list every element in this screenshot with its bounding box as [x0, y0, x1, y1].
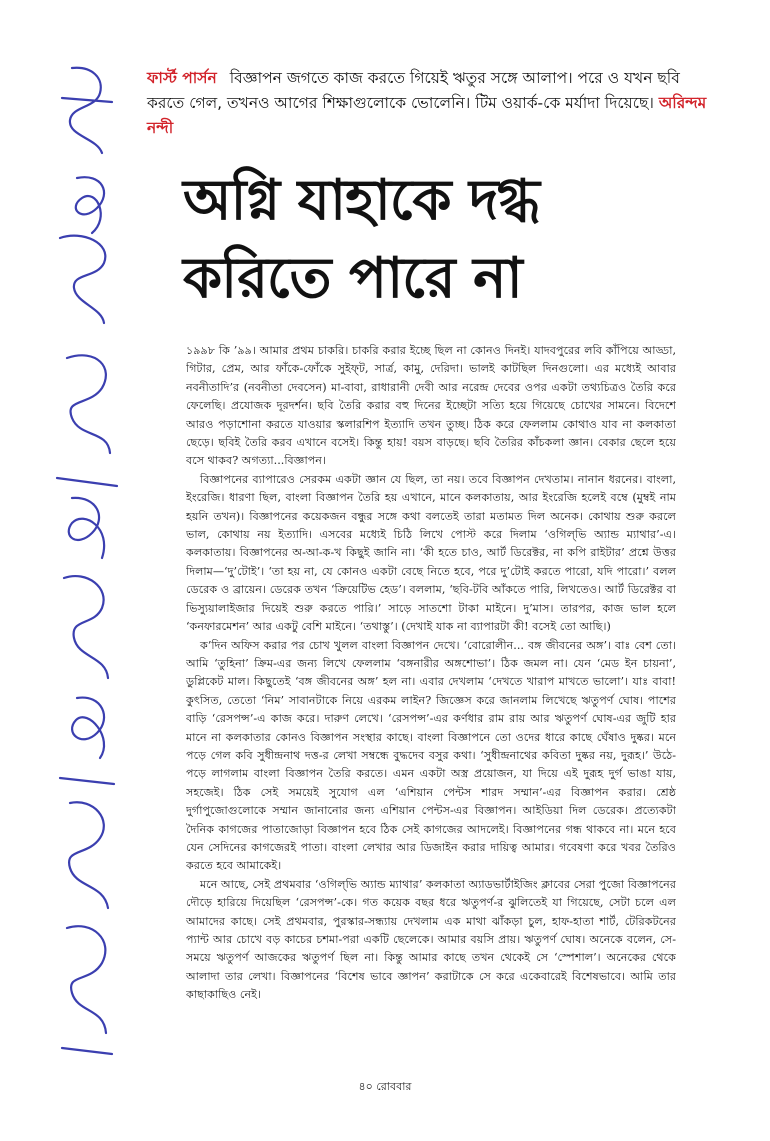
section-tag: ফার্স্ট পার্সন: [147, 69, 217, 87]
article-intro: [147, 66, 707, 141]
handwritten-signature: [42, 58, 142, 1068]
paragraph: বিজ্ঞাপনের ব্যাপারেও সেরকম একটা জ্ঞান যে ছিল, তা নয়। তবে বিজ্ঞাপন দেখতাম। নানান ধরনের। বাংলা, ইংরেজি। ধারণা ছিল, বাংলা বিজ্ঞাপন তৈরি হয় এখানে, মানে কলকাতায়, আর ইংরেজি হলেই বম্বে (মুম্বই নাম হয়নি তখন)। বিজ্ঞাপনের কয়েকজন বন্ধুর সঙ্গে কথা বলতেই তারা মতামত দিল অনেক। কোথায় শুরু করলে ভাল, কোথায় নয় ইত্যাদি। এসবের মধ্যেই চিঠি লিখে পোস্ট করে দিলাম ‘ওগিল্‌ভি অ্যান্ড ম্যাথার’-এ। কলকাতায়। বিজ্ঞাপনের অ-আ-ক-খ কিছুই জানি না। ‘কী হতে চাও, আর্ট ডিরেক্টর, না কপি রাইটার’ প্রশ্নে উত্তর দিলাম—‘দু’টোই’। ‘তা হয় না, যে কোনও একটা বেছে নিতে হবে, পরে দু’টোই করতে পারো, যদি পারো।’ বলল ডেরেক ও ব্রায়েন। ডেরেক তখন ‘ক্রিয়েটিভ হেড’। বললাম, ‘ছবি-টবি আঁকতে পারি, লিখতেও। আর্ট ডিরেক্টর বা ভিস্যুয়ালাইজার দিয়েই শুরু করতে পারি।’ সাড়ে সাতশো টাকা মাইনে। দু’মাস। তারপর, কাজ ভাল হলে ‘কনফারমেশন’ আর একটু বেশি মাইনে। ‘তথাস্তু’। (দেখাই যাক না ব্যাপারটা কী! বসেই তো আছি।): [186, 472, 676, 634]
article-body: [186, 342, 676, 1042]
signature-drawing: [42, 58, 142, 1068]
paragraph: ক’দিন অফিস করার পর চোখ খুলল বাংলা বিজ্ঞাপন দেখে। ‘বোরোলীন... বঙ্গ জীবনের অঙ্গ’। বাঃ বেশ তো। আমি ‘তুহিনা’ ক্রিম-এর জন্য লিখে ফেললাম ‘বঙ্গনারীর অঙ্গশোভা’। ঠিক জমল না। যেন ‘মেড ইন চায়না’, ডুপ্লিকেট মাল। কিছুতেই ‘বঙ্গ জীবনের অঙ্গ’ হল না। এবার দেখলাম ‘দেখতে খারাপ মাখতে ভালো’। যাঃ বাবা! কুৎসিত, তেতো ‘নিম’ সাবানটাকে নিয়ে এরকম লাইন? জিজ্ঞেস করে জানলাম লিখেছে ঋতুপর্ণ ঘোষ। পাশের বাড়ি ‘রেসপন্স’-এ কাজ করে। দারুণ লেখে। ‘রেসপন্স’-এর কর্ণধার রাম রায় আর ঋতুপর্ণ ঘোষ-এর জুটি হার মানে না কলকাতার কোনও বিজ্ঞাপন সংস্থার কাছে। বাংলা বিজ্ঞাপনে তো ওদের ধারে কাছে ঘেঁষাও দুষ্কর। মনে পড়ে গেল কবি সুধীন্দ্রনাথ দত্ত-র লেখা সম্বন্ধে বুদ্ধদেব বসুর কথা। ‘সুধীন্দ্রনাথের কবিতা দুষ্কর নয়, দুরূহ।’ উঠে-পড়ে লাগলাম বাংলা বিজ্ঞাপন তৈরি করতে। এমন একটা অস্ত্র প্রয়োজন, যা দিয়ে এই দুরূহ দুর্গ ভাঙা যায়, সহজেই। ঠিক সেই সময়েই সুযোগ এল ‘এশিয়ান পেন্টস শারদ সম্মান’-এর বিজ্ঞাপন করার। শ্রেষ্ঠ দুর্গাপুজোগুলোকে সম্মান জানানোর জন্য এশিয়ান পেন্টস-এর বিজ্ঞাপন। আইডিয়া দিল ডেরেক। প্রত্যেকটা দৈনিক কাগজের পাতাজোড়া বিজ্ঞাপন হবে ঠিক সেই কাগজের আদলেই। বিজ্ঞাপনের গন্ধ থাকবে না। মনে হবে যেন সেদিনের কাগজেরই পাতা। বাংলা লেখার আর ডিজাইন করার দায়িত্ব আমার। গবেষণা করে খবর তৈরিও করতে হবে আমাকেই।: [186, 638, 676, 873]
author-name: অরিন্দম নন্দী: [147, 94, 707, 137]
paragraph: মনে আছে, সেই প্রথমবার ‘ওগিল্‌ভি অ্যান্ড ম্যাথার’ কলকাতা অ্যাডভার্টাইজিং ক্লাবের সেরা পুজো বিজ্ঞাপনের দৌড়ে হারিয়ে দিয়েছিল ‘রেসপন্স’-কে। গত কয়েক বছর ধরে ঋতুপর্ণ-র ঝুলিতেই যা গিয়েছে, সেটা চলে এল আমাদের কাছে। সেই প্রথমবার, পুরস্কার-সন্ধ্যায় দেখলাম এক মাথা ঝাঁকড়া চুল, হাফ-হাতা শার্ট, টেরিকটনের প্যান্ট আর চোখে বড় কাচের চশমা-পরা একটি ছেলেকে। আমার বয়সি প্রায়। ঋতুপর্ণ ঘোষ। অনেকে বলেন, সে-সময়ে ঋতুপর্ণ আজকের ঋতুপর্ণ ছিল না। কিন্তু আমার কাছে তখন থেকেই সে ‘স্পেশাল’। অনেকের থেকে আলাদা তার লেখা। বিজ্ঞাপনের ‘বিশেষ ভাবে জ্ঞাপন’ করাটাকে সে করে একেবারেই বিশেষভাবে। আমি তার কাছাকাছিও নেই।: [186, 877, 676, 1002]
headline-line-1: অগ্নি যাহাকে দগ্ধ: [183, 168, 540, 233]
page-footer: ৪০ রোববার: [358, 1080, 412, 1093]
paragraph: ১৯৯৮ কি ’৯৯। আমার প্রথম চাকরি। চাকরি করার ইচ্ছে ছিল না কোনও দিনই। যাদবপুরের লবি কাঁপিয়ে আড্ডা, গিটার, প্রেম, আর ফাঁকে-ফোঁকে সুইফ্‌ট, সার্ত্র, কামু, দেরিদা। ভালই কাটছিল দিনগুলো। এর মধ্যেই আবার নবনীতাদি’র (নবনীতা দেবসেন) মা-বাবা, রাধারানী দেবী আর নরেন্দ্র দেবের ওপর একটা তথ্যচিত্রও তৈরি করে ফেলেছি। প্রযোজক দূরদর্শন। ছবি তৈরি করার বহু দিনের ইচ্ছেটা সত্যি হয়ে গিয়েছে চোখের সামনে। বিদেশে আরও পড়াশোনা করতে যাওয়ার স্কলারশিপ ইত্যাদি তখন তুচ্ছ। ঠিক করে ফেললাম কোথাও যাব না কলকাতা ছেড়ে। ছবিই তৈরি করব এখানে বসেই। কিন্তু হায়! বয়স বাড়ছে। ছবি তৈরির কাঁচকলা জ্ঞান। বেকার ছেলে হয়ে বসে থাকব? অগত্যা...বিজ্ঞাপন।: [186, 344, 676, 468]
intro-text: বিজ্ঞাপন জগতে কাজ করতে গিয়েই ঋতুর সঙ্গে আলাপ। পরে ও যখন ছবি করতে গেল, তখনও আগের শিক্ষাগুলোকে ভোলেনি। টিম ওয়ার্ক-কে মর্যাদা দিয়েছে।: [147, 69, 680, 112]
headline-line-2: করিতে পারে না: [183, 246, 522, 311]
article-headline: [183, 162, 703, 318]
